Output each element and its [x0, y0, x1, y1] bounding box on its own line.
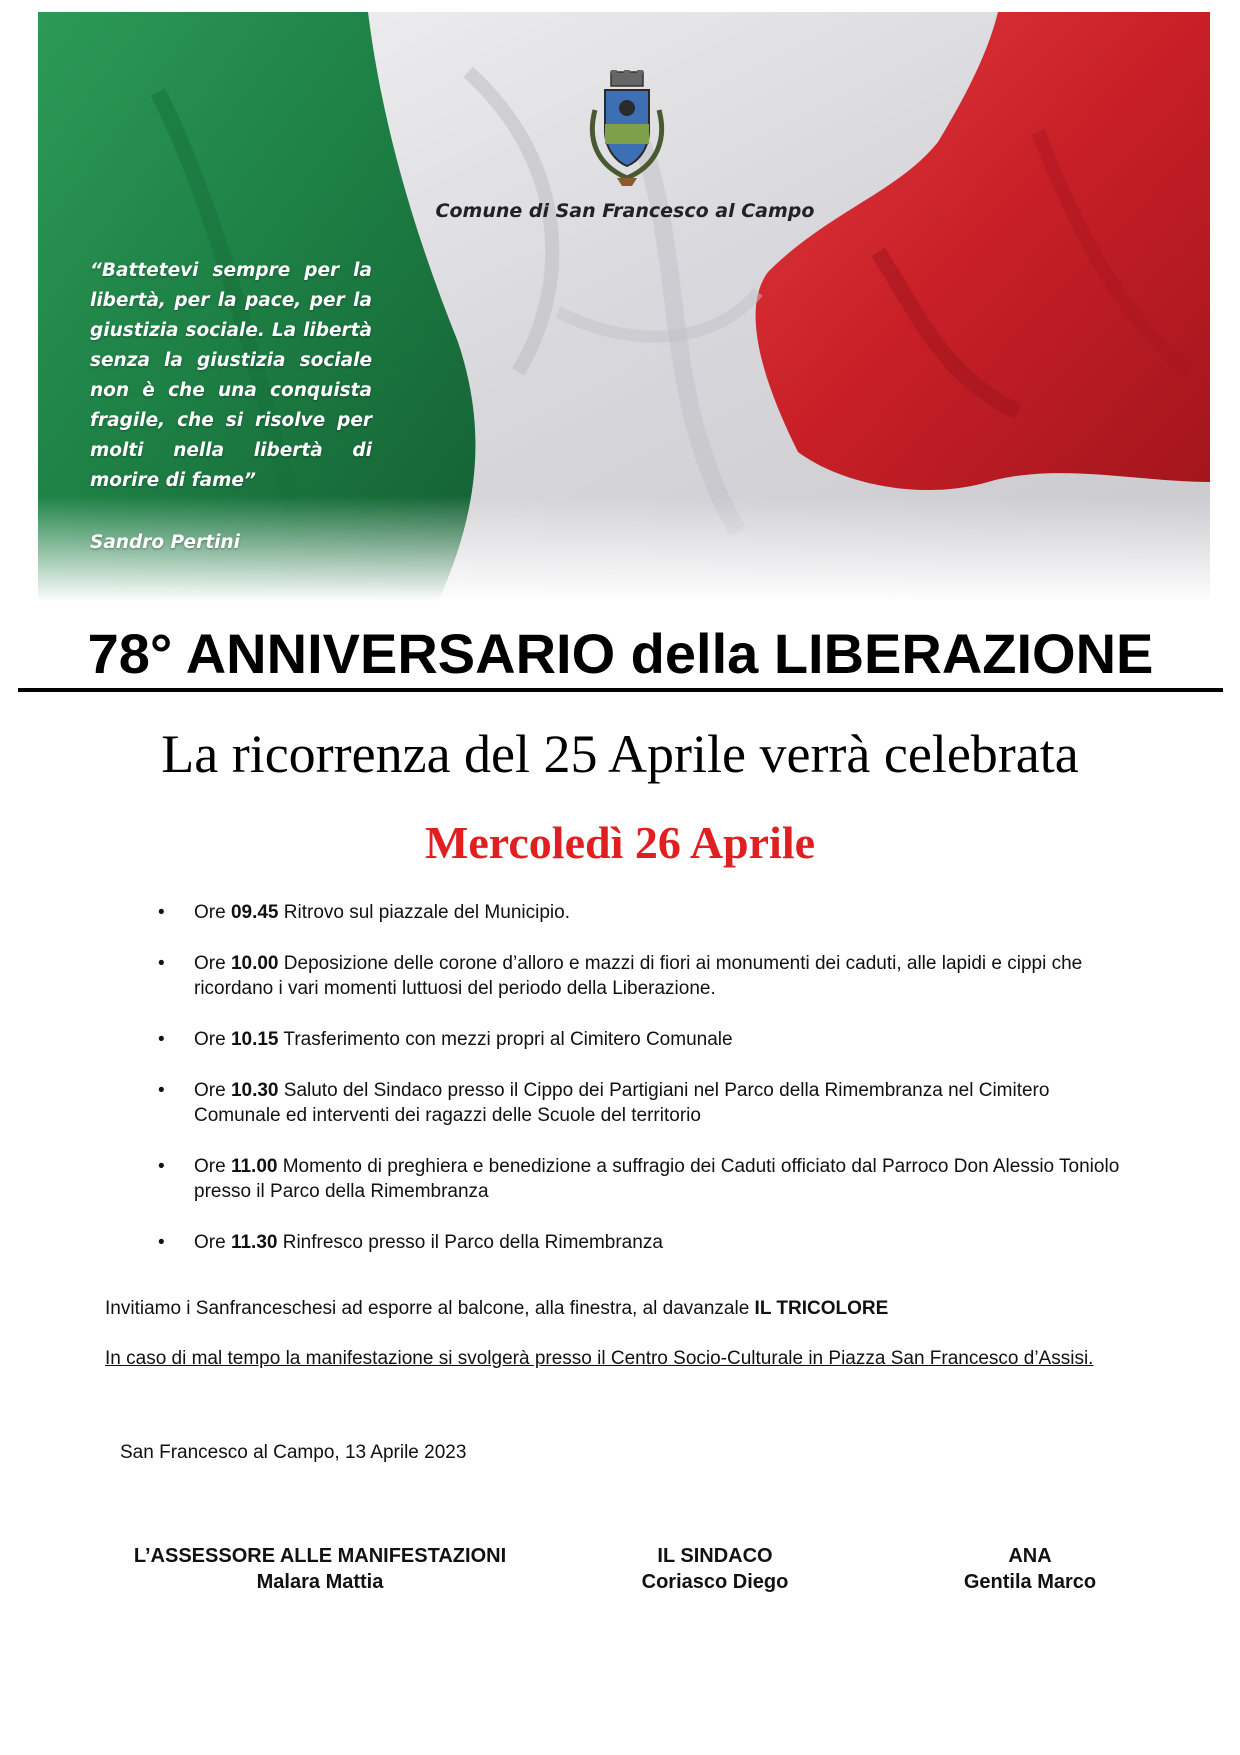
program-text: Saluto del Sindaco presso il Cippo dei Partigiani nel Parco della Rimembranza nel Cimitero Comunale ed interventi dei ragazzi delle Scuole del territorio — [194, 1080, 1050, 1126]
program-time: 09.45 — [230, 902, 279, 923]
invite-text — [105, 1296, 1135, 1321]
pertini-quote: “Battetevi sempre per la libertà, per la pace, per la giustizia sociale. La libertà senza la giustizia sociale non è che una conquista fragile, che si risolve per molti nella libertà di morire di fame” — [90, 260, 372, 491]
program-item — [158, 900, 1138, 925]
comune-name: Comune di San Francesco al Campo — [435, 200, 815, 222]
signature-name: Gentila Marco — [963, 1571, 1097, 1593]
program-item — [158, 1027, 1138, 1052]
bullet-icon: • — [158, 1029, 165, 1050]
signature-sindaco — [610, 1543, 820, 1595]
event-date: Mercoledì 26 Aprile — [424, 817, 816, 868]
signature-assessore — [90, 1543, 550, 1595]
program-text: Deposizione delle corone d’alloro e mazzi di fiori ai monumenti dei caduti, alle lapidi e cippi che ricordano i vari momenti luttuosi del periodo della Liberazione. — [194, 953, 1083, 999]
signature-name: Malara Mattia — [256, 1571, 384, 1593]
program-item — [158, 1230, 1138, 1255]
invite-tricolore: IL TRICOLORE — [754, 1298, 889, 1319]
quote-author: Sandro Pertini — [90, 532, 240, 553]
municipal-crest-icon — [577, 70, 677, 190]
signature-role: IL SINDACO — [657, 1545, 773, 1567]
program-text: Ritrovo sul piazzale del Municipio. — [278, 902, 570, 923]
bullet-icon: • — [158, 902, 165, 923]
place-and-date: San Francesco al Campo, 13 Aprile 2023 — [120, 1442, 467, 1463]
program-prefix: Ore — [194, 1232, 231, 1253]
page-title: 78° ANNIVERSARIO della LIBERAZIONE — [18, 622, 1223, 692]
program-time: 11.30 — [230, 1232, 278, 1253]
invite-body: Invitiamo i Sanfranceschesi ad esporre al balcone, alla finestra, al davanzale — [105, 1298, 755, 1319]
signature-role: L’ASSESSORE ALLE MANIFESTAZIONI — [133, 1545, 507, 1567]
program-text: Rinfresco presso il Parco della Rimembranza — [277, 1232, 663, 1253]
program-time: 10.15 — [230, 1029, 279, 1050]
program-prefix: Ore — [194, 953, 231, 974]
program-time: 10.30 — [230, 1080, 279, 1101]
program-text: Momento di preghiera e benedizione a suffragio dei Caduti officiato dal Parroco Don Alessio Toniolo presso il Parco della Rimembranza — [194, 1156, 1120, 1202]
program-prefix: Ore — [194, 902, 231, 923]
signature-name: Coriasco Diego — [641, 1571, 789, 1593]
program-prefix: Ore — [194, 1080, 231, 1101]
bullet-icon: • — [158, 1156, 165, 1177]
program-time: 10.00 — [230, 953, 279, 974]
bullet-icon: • — [158, 953, 165, 974]
bullet-icon: • — [158, 1080, 165, 1101]
program-prefix: Ore — [194, 1156, 231, 1177]
program-prefix: Ore — [194, 1029, 231, 1050]
signature-role: ANA — [1008, 1545, 1052, 1567]
bullet-icon: • — [158, 1232, 165, 1253]
signature-ana — [930, 1543, 1130, 1595]
event-program — [158, 900, 1138, 1255]
page-subtitle: La ricorrenza del 25 Aprile verrà celebrata — [161, 724, 1079, 784]
program-item — [158, 1078, 1138, 1128]
program-text: Trasferimento con mezzi propri al Cimitero Comunale — [278, 1029, 733, 1050]
program-time: 11.00 — [230, 1156, 278, 1177]
bad-weather-notice: In caso di mal tempo la manifestazione si svolgerà presso il Centro Socio-Culturale in Piazza San Francesco d’Assisi. — [105, 1348, 1094, 1369]
program-item — [158, 951, 1138, 1001]
program-item — [158, 1154, 1138, 1204]
